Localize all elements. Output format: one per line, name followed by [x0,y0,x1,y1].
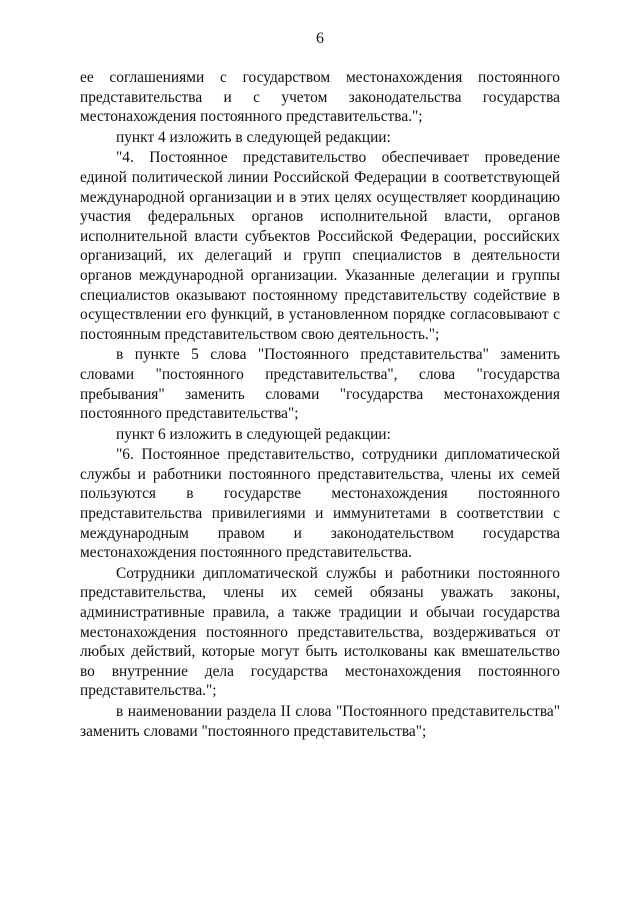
document-body [80,68,560,741]
paragraph: в наименовании раздела II слова "Постоянного представительства" заменить словами "постоянного представительства"; [80,703,560,740]
paragraph: Сотрудники дипломатической службы и работники постоянного представительства, члены их семей обязаны уважать законы, административные правила, а также традиции и обычаи государства местонахождения постоянного представительства, воздерживаться от любых действий, которые могут быть истолкованы как вмешательство во внутренние дела государства местонахождения постоянного представительства."; [80,564,560,700]
paragraph: "4. Постоянное представительство обеспечивает проведение единой политической линии Российской Федерации в соответствующей международной организации и в этих целях осуществляет координацию участия федеральных органов исполнительной власти, органов исполнительной власти субъектов Российской Федерации, российских организаций, их делегаций и групп специалистов в деятельности органов международной организации. Указанные делегации и группы специалистов оказывают постоянному представительству содействие в осуществлении его функций, в установленном порядке согласовывают с постоянным представительством свою деятельность."; [80,149,560,343]
page-number: 6 [316,30,324,47]
paragraph: пункт 4 изложить в следующей редакции: [116,128,391,146]
paragraph: ее соглашениями с государством местонахождения постоянного представительства и с учетом законодательства государства местонахождения постоянного представительства."; [80,69,560,126]
paragraph: в пункте 5 слова "Постоянного представительства" заменить словами "постоянного представительства", слова "государства пребывания" заменить словами "государства местонахождения постоянного представительства"; [80,346,560,423]
paragraph: "6. Постоянное представительство, сотрудники дипломатической службы и работники постоянного представительства, члены их семей пользуются в государстве местонахождения постоянного представительства привилегиями и иммунитетами в соответствии с международным правом и законодательством государства местонахождения постоянного представительства. [80,446,560,562]
paragraph: пункт 6 изложить в следующей редакции: [116,425,391,443]
